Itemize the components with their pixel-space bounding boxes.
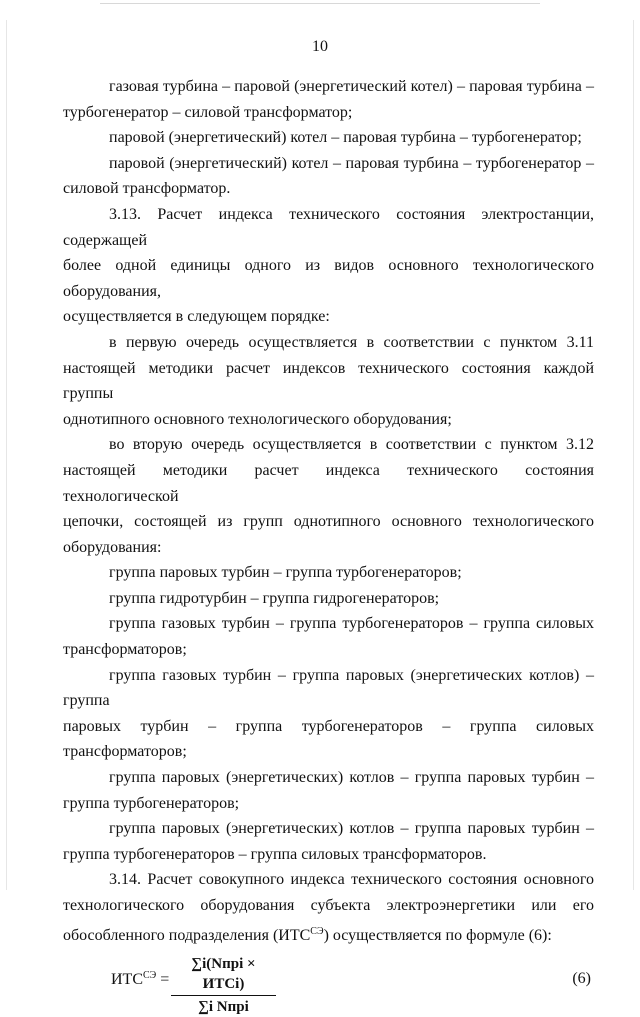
list-item: группа паровых (энергетических) котлов – группа паровых турбин – [109,769,594,787]
paragraph-line: настоящей методики расчет индекса технического состояния технологической [63,461,594,505]
list-item-continuation: трансформаторов; [63,641,187,659]
list-item: группа газовых турбин – группа паровых (энергетических котлов) – группа [63,666,594,710]
paragraph-line: во вторую очередь осуществляется в соответствии с пунктом 3.12 [109,436,594,454]
formula-lhs-text: ИТС [111,971,143,989]
paragraph-line: 3.13. Расчет индекса технического состояния электростанции, содержащей [63,205,594,249]
paragraph-line: турбогенератор – силовой трансформатор; [63,103,353,121]
list-item: группа паровых турбин – группа турбогенераторов; [109,564,462,582]
paragraph-line: газовая турбина – паровой (энергетический котел) – паровая турбина – [109,78,594,95]
formula-number: (6) [572,970,591,988]
paragraph-line: технологического оборудования субъекта электроэнергетики или его [63,897,594,914]
paragraph-text: обособленного подразделения (ИТС [63,926,311,944]
document-body [63,74,594,1016]
paragraph-line: 3.14. Расчет совокупного индекса технического состояния основного [109,871,594,889]
paragraph-line: паровой (энергетический) котел – паровая турбина – турбогенератор; [109,129,582,147]
paragraph-line: оборудования: [63,538,162,556]
left-scan-edge [6,20,7,890]
list-item-continuation: паровых турбин – группа турбогенераторов – группа силовых трансформаторов; [63,717,594,761]
paragraph-line: настоящей методики расчет индексов технического состояния каждой группы [63,359,594,403]
formula-fraction [171,954,276,1017]
formula-numerator: ∑i(Nпрi × ИТСi) [171,954,276,996]
list-item: группа газовых турбин – группа турбогенераторов – группа силовых [109,615,594,633]
list-item: группа гидротурбин – группа гидрогенераторов; [109,589,440,607]
superscript: СЭ [310,925,324,937]
paragraph-line: осуществляется в следующем порядке: [63,308,330,326]
paragraph-line: паровой (энергетический) котел – паровая турбина – турбогенератор – [109,154,594,172]
formula-lhs [111,970,169,989]
paragraph-line: цепочки, состоящей из групп однотипного основного технологического [63,513,594,531]
page-number: 10 [312,38,328,55]
formula-lhs-sup: СЭ [143,970,157,982]
top-scan-line [100,3,540,4]
paragraph-line: силовой трансформатор. [63,180,231,198]
right-scan-edge [633,20,634,890]
paragraph-line: однотипного основного технологического оборудования; [63,410,452,428]
formula-equals: = [156,971,170,989]
formula-denominator: ∑i Nпрi [198,999,249,1016]
list-item-continuation: группа турбогенераторов – группа силовых трансформаторов. [63,845,487,863]
paragraph-line: более одной единицы одного из видов основного технологического оборудования, [63,257,594,300]
paragraph-text: ) осуществляется по формуле (6): [323,926,552,944]
list-item: группа паровых (энергетических) котлов – группа паровых турбин – [109,820,594,838]
formula-6 [63,954,594,1016]
list-item-continuation: группа турбогенераторов; [63,794,240,812]
paragraph-line [63,919,594,949]
paragraph-line: в первую очередь осуществляется в соответствии с пунктом 3.11 [109,333,594,351]
